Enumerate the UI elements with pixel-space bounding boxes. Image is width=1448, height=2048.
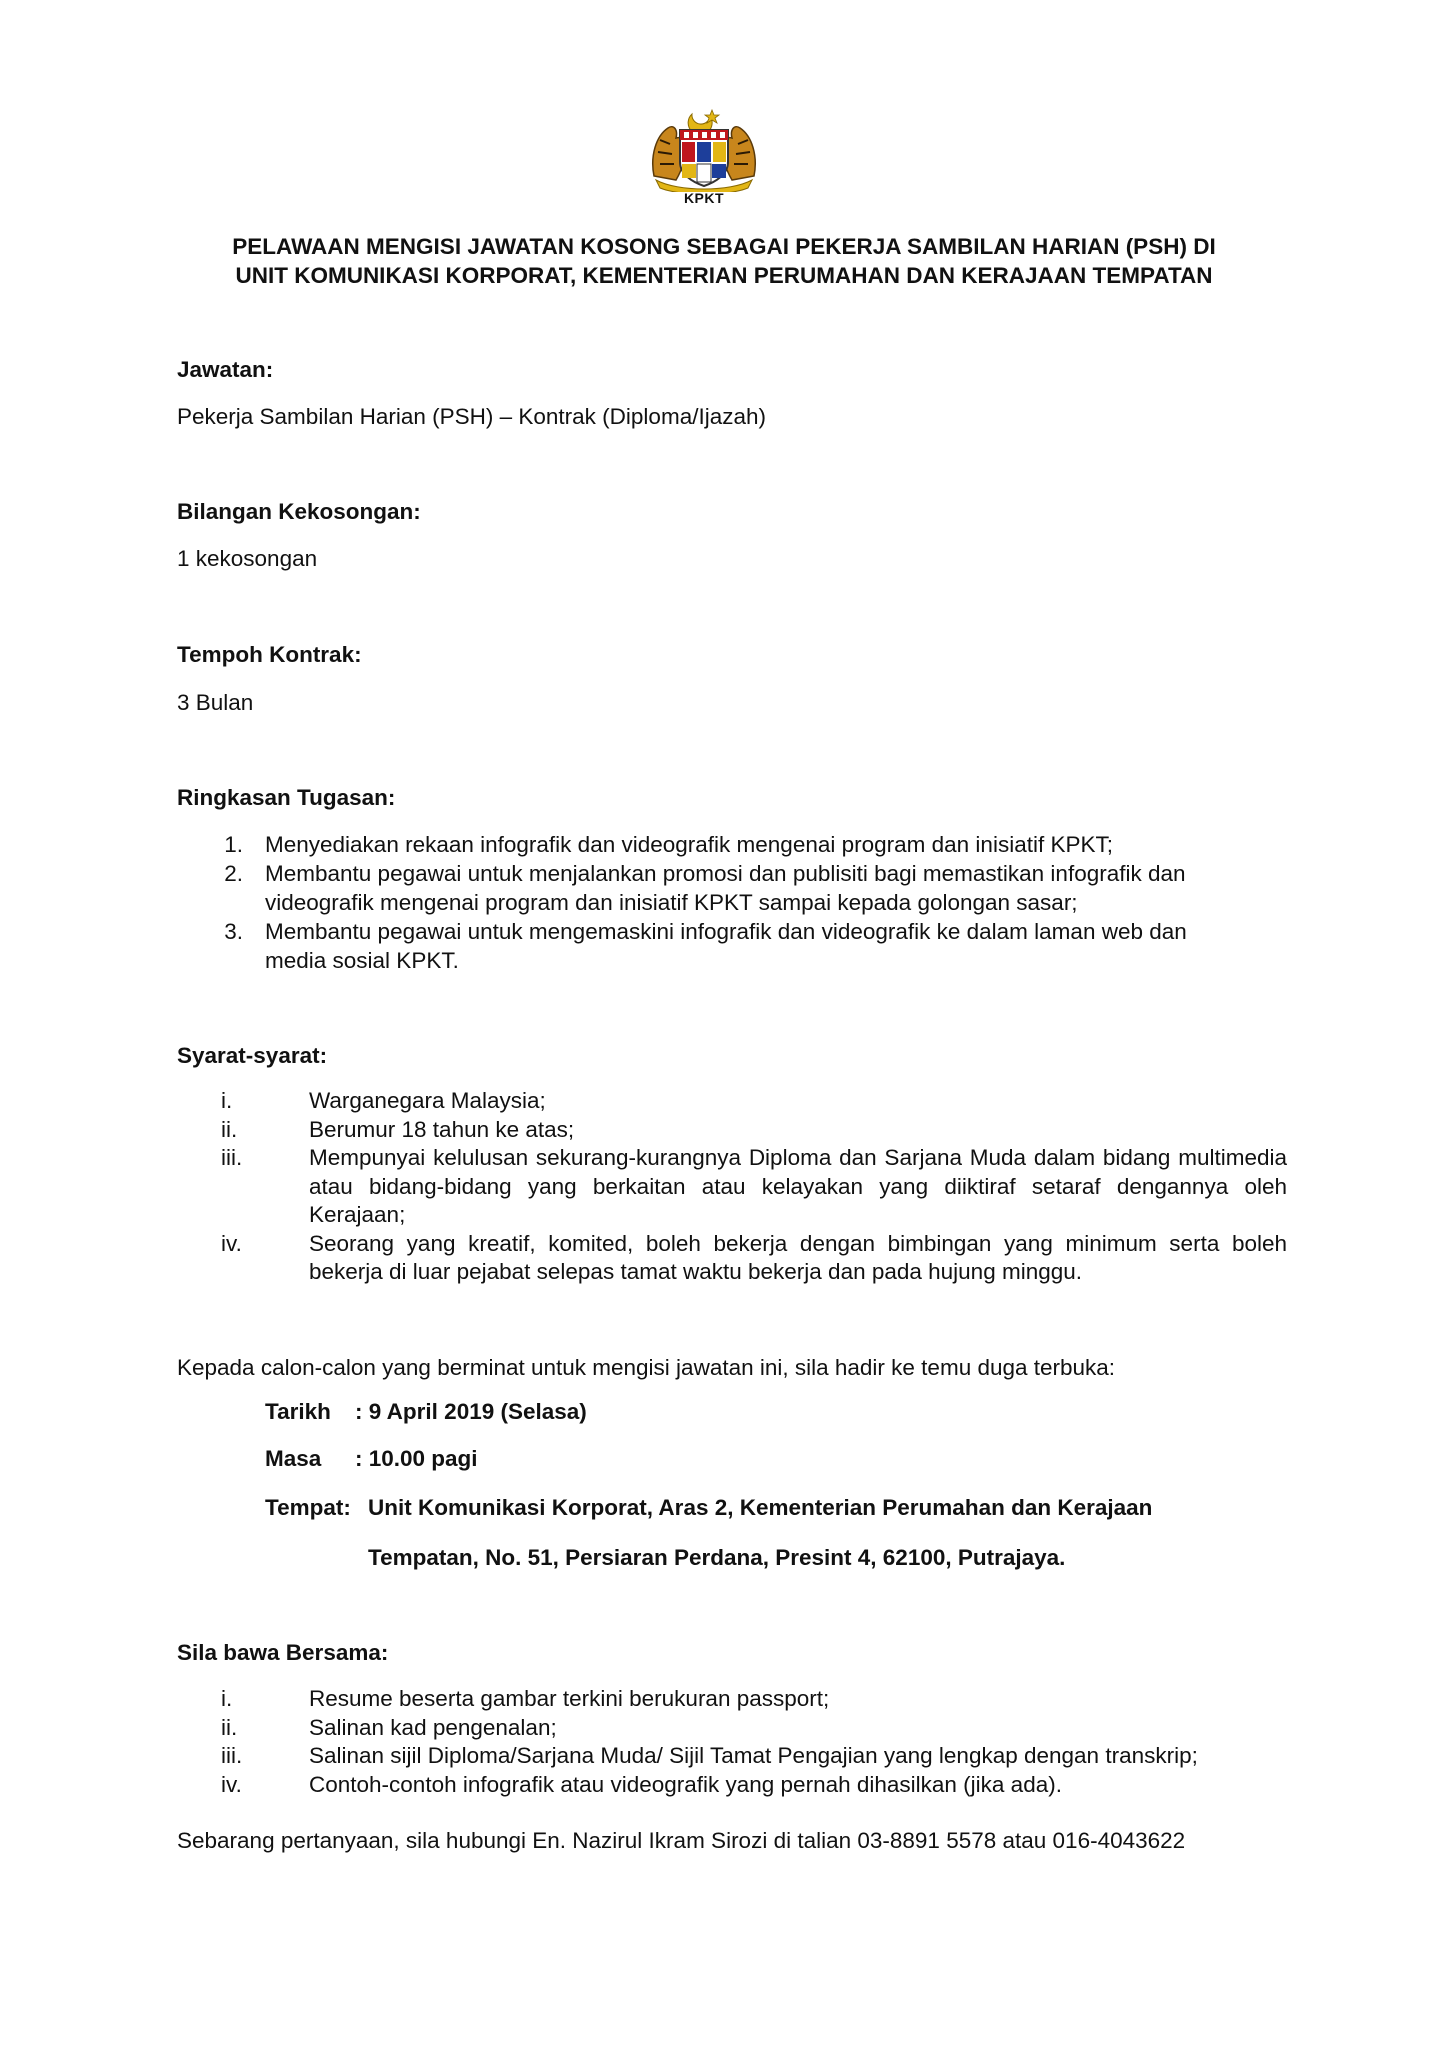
tarikh-label: Tarikh	[265, 1399, 331, 1424]
kekosongan-value: 1 kekosongan	[177, 546, 318, 571]
interview-time-row	[265, 1446, 478, 1472]
list-item	[177, 1771, 1287, 1800]
list-number: 2.	[224, 861, 243, 886]
list-number: i.	[221, 1088, 233, 1113]
tempoh-value: 3 Bulan	[177, 690, 254, 715]
list-text: Berumur 18 tahun ke atas;	[309, 1116, 575, 1142]
list-number: 1.	[224, 832, 243, 857]
title-line-2: UNIT KOMUNIKASI KORPORAT, KEMENTERIAN PERUMAHAN DAN KERAJAAN TEMPATAN	[235, 263, 1213, 288]
tempat-label: Tempat:	[265, 1495, 351, 1520]
list-item	[177, 1087, 1287, 1116]
syarat-heading: Syarat-syarat:	[177, 1043, 328, 1068]
kekosongan-heading: Bilangan Kekosongan:	[177, 499, 421, 524]
list-text	[265, 830, 1287, 859]
list-text-line: Membantu pegawai untuk mengemaskini infografik dan videografik ke dalam laman web dan	[265, 919, 1187, 944]
kpkt-crest-logo	[648, 106, 760, 218]
tugasan-heading: Ringkasan Tugasan:	[177, 785, 396, 810]
list-text-line: media sosial KPKT.	[265, 948, 459, 973]
list-text: Contoh-contoh infografik atau videografik yang pernah dihasilkan (jika ada).	[309, 1771, 1062, 1797]
tempat-value-line-2: Tempatan, No. 51, Persiaran Perdana, Presint 4, 62100, Putrajaya.	[368, 1545, 1066, 1570]
jawatan-heading: Jawatan:	[177, 357, 274, 382]
syarat-list	[177, 1087, 1287, 1287]
list-text	[265, 917, 1287, 975]
list-text: Resume beserta gambar terkini berukuran passport;	[309, 1686, 830, 1711]
coat-of-arms-icon	[648, 106, 760, 192]
list-item	[177, 830, 1287, 859]
list-text: Seorang yang kreatif, komited, boleh bekerja dengan bimbingan yang minimum serta boleh bekerja di luar pejabat selepas tamat waktu bekerja dan pada hujung minggu.	[309, 1230, 1287, 1284]
list-item	[177, 917, 1287, 975]
bawa-heading: Sila bawa Bersama:	[177, 1640, 389, 1665]
title-line-1: PELAWAAN MENGISI JAWATAN KOSONG SEBAGAI PEKERJA SAMBILAN HARIAN (PSH) DI	[232, 234, 1216, 259]
list-text: Salinan kad pengenalan;	[309, 1714, 557, 1740]
tempoh-heading: Tempoh Kontrak:	[177, 642, 362, 667]
bawa-list	[177, 1685, 1287, 1799]
list-text: Warganegara Malaysia;	[309, 1088, 546, 1113]
list-number: iv.	[221, 1230, 242, 1256]
list-number: iii.	[221, 1145, 243, 1170]
list-number: iii.	[221, 1743, 243, 1768]
list-number: 3.	[224, 919, 243, 944]
list-text-line: Membantu pegawai untuk menjalankan promosi dan publisiti bagi memastikan infografik dan	[265, 861, 1186, 886]
list-number: ii.	[221, 1116, 238, 1142]
invite-text: Kepada calon-calon yang berminat untuk mengisi jawatan ini, sila hadir ke temu duga terbuka:	[177, 1355, 1116, 1380]
crest-label: KPKT	[683, 190, 725, 206]
list-text-line: videografik mengenai program dan inisiatif KPKT sampai kepada golongan sasar;	[265, 890, 1078, 915]
list-number: ii.	[221, 1714, 238, 1740]
list-item	[177, 1685, 1287, 1714]
jawatan-value: Pekerja Sambilan Harian (PSH) – Kontrak (Diploma/Ijazah)	[177, 404, 766, 429]
contact-text: Sebarang pertanyaan, sila hubungi En. Nazirul Ikram Sirozi di talian 03-8891 5578 atau 016-4043622	[177, 1828, 1186, 1853]
list-number: i.	[221, 1686, 233, 1711]
document-title	[120, 232, 1328, 290]
list-text: Salinan sijil Diploma/Sarjana Muda/ Sijil Tamat Pengajian yang lengkap dengan transkrip;	[309, 1743, 1198, 1768]
list-text-line: Menyediakan rekaan infografik dan videografik mengenai program dan inisiatif KPKT;	[265, 832, 1113, 857]
list-item	[177, 1230, 1287, 1287]
list-text: Mempunyai kelulusan sekurang-kurangnya Diploma dan Sarjana Muda dalam bidang multimedia atau bidang-bidang yang berkaitan atau kelayakan yang diiktiraf setaraf dengannya oleh Kerajaan;	[309, 1145, 1287, 1227]
tugasan-list	[177, 830, 1287, 975]
list-item	[177, 1116, 1287, 1145]
list-text	[265, 859, 1287, 917]
list-number: iv.	[221, 1771, 242, 1797]
list-item	[177, 1714, 1287, 1743]
list-item	[177, 1144, 1287, 1230]
masa-label: Masa	[265, 1446, 322, 1471]
interview-place-row	[265, 1495, 1152, 1521]
tarikh-value: : 9 April 2019 (Selasa)	[355, 1399, 587, 1424]
tempat-value-line-1: Unit Komunikasi Korporat, Aras 2, Kementerian Perumahan dan Kerajaan	[368, 1495, 1153, 1520]
masa-value: : 10.00 pagi	[355, 1446, 478, 1471]
interview-date-row	[265, 1399, 587, 1425]
list-item	[177, 859, 1287, 917]
list-item	[177, 1742, 1287, 1771]
